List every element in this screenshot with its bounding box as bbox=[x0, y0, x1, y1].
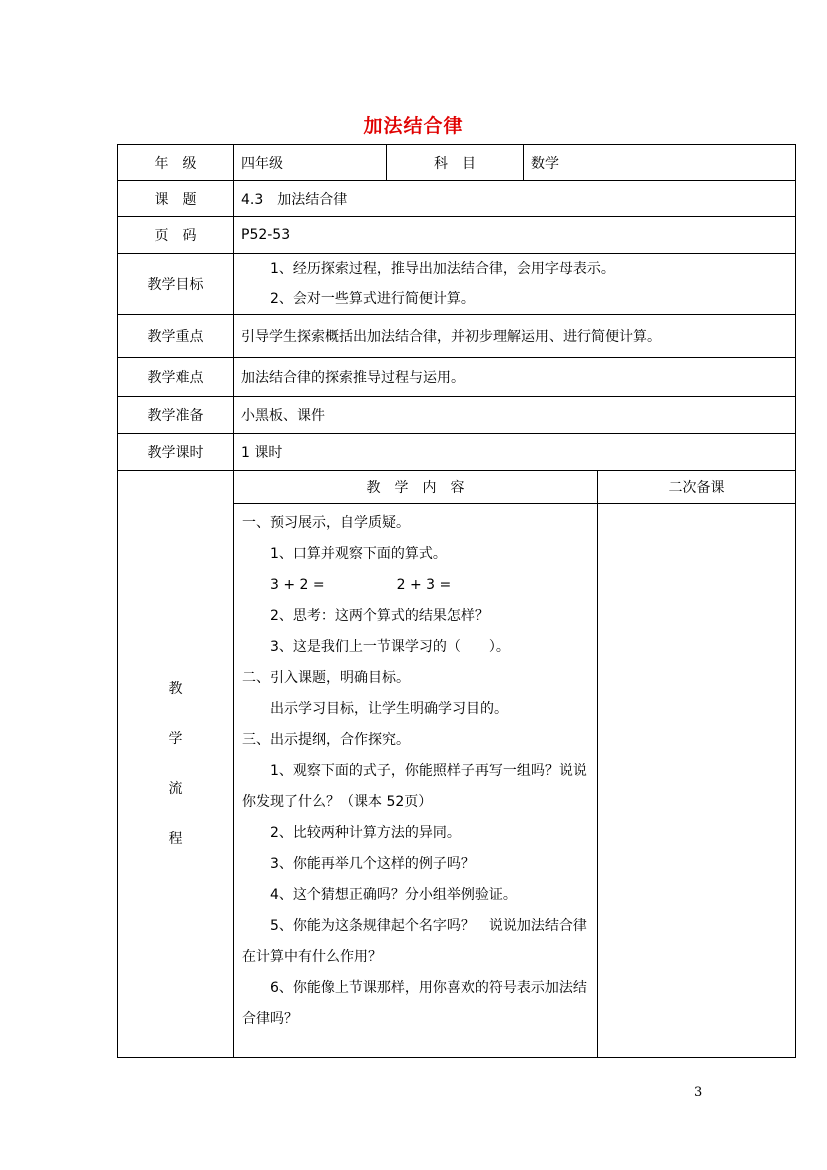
topic-value: 4.3 加法结合律 bbox=[234, 181, 796, 217]
process-label-char: 程 bbox=[168, 831, 183, 847]
page-row bbox=[118, 217, 796, 254]
goals-cell bbox=[234, 254, 796, 315]
content-line: 3、这是我们上一节课学习的（ ）。 bbox=[270, 639, 510, 655]
section-heading: 二、引入课题，明确目标。 bbox=[242, 670, 410, 686]
content-line: 1、观察下面的式子，你能照样子再写一组吗？说说你发现了什么？（课本 52页） bbox=[242, 763, 587, 810]
expression-a: 3 + 2 = bbox=[270, 577, 325, 593]
grade-row bbox=[118, 145, 796, 181]
process-label-char: 流 bbox=[168, 781, 183, 797]
topic-label: 课 题 bbox=[118, 181, 234, 217]
focus-value: 引导学生探索概括出加法结合律，并初步理解运用、进行简便计算。 bbox=[234, 315, 796, 358]
goals-label: 教学目标 bbox=[118, 254, 234, 315]
content-line: 2、比较两种计算方法的异同。 bbox=[270, 825, 461, 841]
process-label-char: 学 bbox=[168, 731, 183, 747]
section-heading: 一、预习展示，自学质疑。 bbox=[242, 515, 410, 531]
page-number: 3 bbox=[694, 1085, 703, 1100]
difficulty-row bbox=[118, 358, 796, 397]
prep-value: 小黑板、课件 bbox=[234, 397, 796, 434]
notes-header: 二次备课 bbox=[598, 471, 796, 504]
topic-row bbox=[118, 181, 796, 217]
content-line: 2、思考：这两个算式的结果怎样？ bbox=[270, 608, 489, 624]
process-label bbox=[118, 471, 234, 1058]
content-line: 6、你能像上节课那样，用你喜欢的符号表示加法结合律吗？ bbox=[242, 980, 587, 1027]
expression-b: 2 + 3 = bbox=[396, 577, 452, 593]
process-header-row bbox=[118, 471, 796, 504]
lesson-plan-table bbox=[117, 144, 796, 1058]
prep-label: 教学准备 bbox=[118, 397, 234, 434]
hours-value: 1 课时 bbox=[234, 434, 796, 471]
expression-line bbox=[242, 570, 591, 601]
grade-value: 四年级 bbox=[234, 145, 387, 181]
page-label: 页 码 bbox=[118, 217, 234, 254]
content-line: 1、口算并观察下面的算式。 bbox=[270, 546, 447, 562]
content-header: 教 学 内 容 bbox=[234, 471, 598, 504]
notes-cell bbox=[598, 504, 796, 1058]
subject-value: 数学 bbox=[524, 145, 796, 181]
content-line: 出示学习目标，让学生明确学习目的。 bbox=[270, 701, 508, 717]
hours-row bbox=[118, 434, 796, 471]
content-line: 3、你能再举几个这样的例子吗？ bbox=[270, 856, 475, 872]
goal-item: 1、经历探索过程，推导出加法结合律，会用字母表示。 bbox=[270, 261, 615, 277]
goals-row bbox=[118, 254, 796, 315]
goal-item: 2、会对一些算式进行简便计算。 bbox=[270, 291, 475, 307]
prep-row bbox=[118, 397, 796, 434]
difficulty-value: 加法结合律的探索推导过程与运用。 bbox=[234, 358, 796, 397]
focus-label: 教学重点 bbox=[118, 315, 234, 358]
page-value: P52-53 bbox=[234, 217, 796, 254]
content-line: 4、这个猜想正确吗？分小组举例验证。 bbox=[270, 887, 517, 903]
process-label-char: 教 bbox=[168, 681, 183, 697]
subject-label: 科 目 bbox=[387, 145, 524, 181]
difficulty-label: 教学难点 bbox=[118, 358, 234, 397]
section-heading: 三、出示提纲，合作探究。 bbox=[242, 732, 410, 748]
content-line: 5、你能为这条规律起个名字吗？ 说说加法结合律在计算中有什么作用？ bbox=[242, 918, 587, 965]
focus-row bbox=[118, 315, 796, 358]
hours-label: 教学课时 bbox=[118, 434, 234, 471]
grade-label: 年 级 bbox=[118, 145, 234, 181]
document-title: 加法结合律 bbox=[363, 115, 464, 137]
teaching-content bbox=[234, 504, 598, 1058]
